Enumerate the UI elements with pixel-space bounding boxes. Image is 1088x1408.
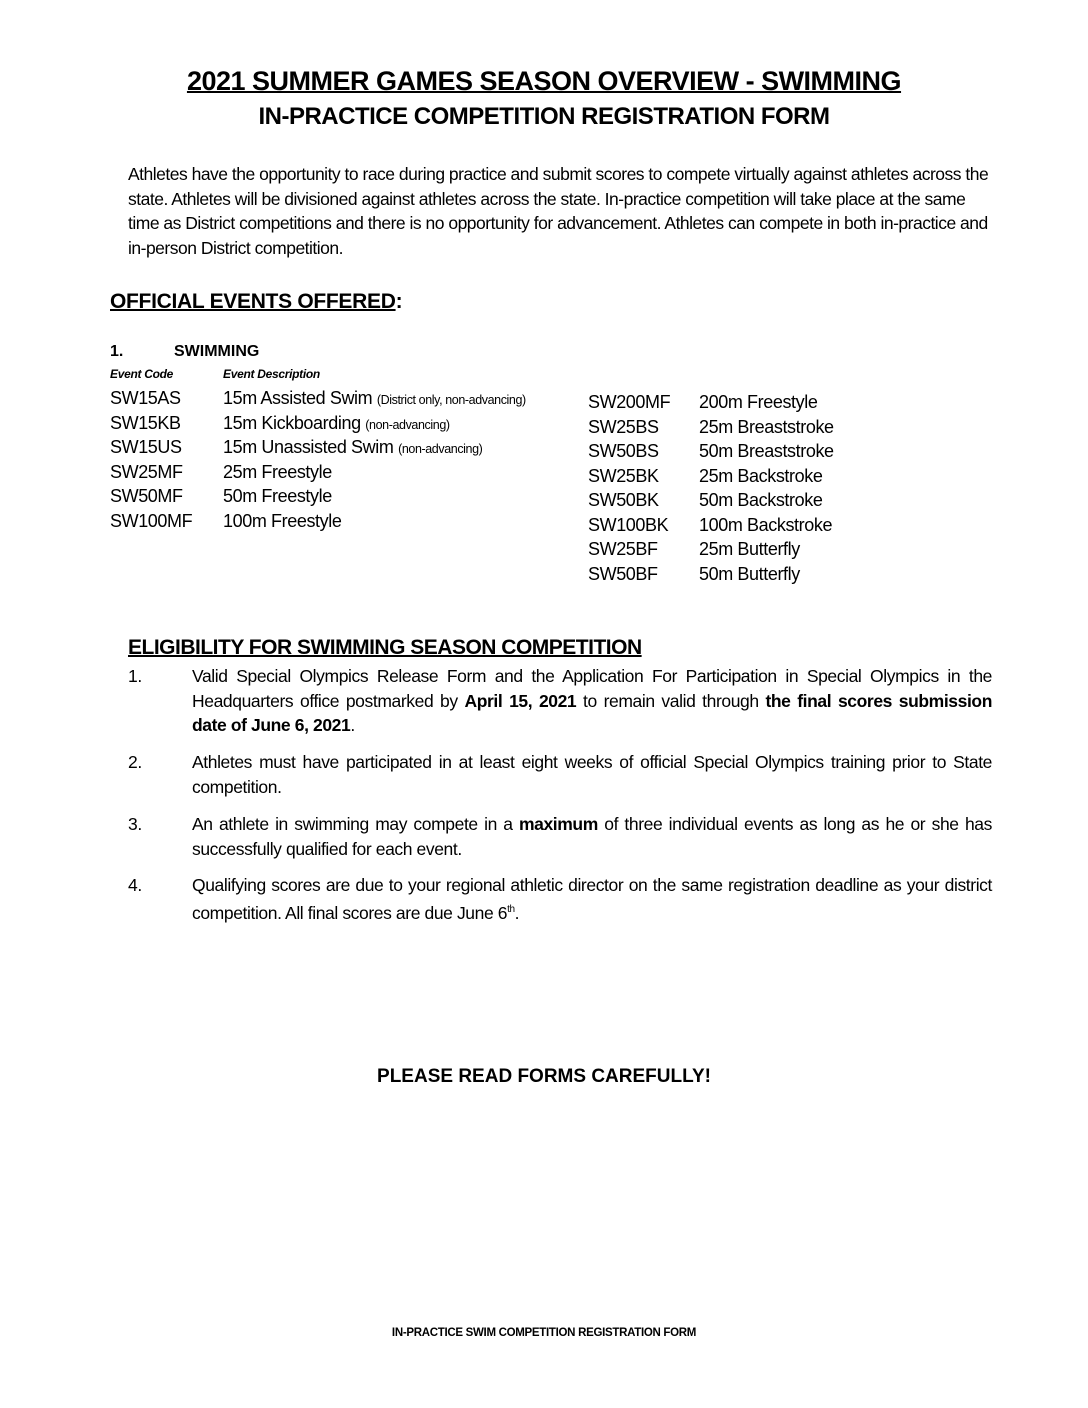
event-code: SW15AS [110,388,181,408]
item-text-part: . [350,715,355,735]
eligibility-heading-text: ELIGIBILITY FOR SWIMMING SEASON COMPETITION [128,636,642,659]
event-row [588,439,834,464]
event-row [588,562,834,587]
item-text-bold: maximum [518,814,598,834]
event-code: SW25BK [588,465,659,486]
item-text [192,873,992,925]
event-code: SW50BF [588,563,658,584]
item-text-part: Qualifying scores are due to your regional athletic director on the same registration deadline as your district competition. All final scores are due June 6 [192,875,992,923]
item-number: 4. [128,875,142,895]
event-row [110,509,526,534]
eligibility-item [128,750,992,799]
event-code: SW25BS [588,416,659,437]
event-description: 200m Freestyle [699,392,818,412]
event-description: 25m Backstroke [699,465,823,486]
event-description: 15m Assisted Swim [223,388,373,408]
item-text [192,664,992,738]
event-row [588,415,834,440]
eligibility-item [128,812,992,861]
event-code: SW50BS [588,441,659,461]
item-text: Athletes must have participated in at least eight weeks of official Special Olympics training prior to State competition. [192,752,992,797]
event-description: 50m Backstroke [699,490,823,510]
event-row [110,411,526,436]
item-text [192,812,992,861]
item-text-part: An athlete in swimming may compete in a [192,814,519,834]
event-description: 100m Freestyle [223,510,342,531]
notice-text: PLEASE READ FORMS CAREFULLY! [377,1066,711,1087]
event-description: 15m Kickboarding [223,412,361,433]
event-row [588,390,834,415]
event-row [110,460,526,485]
event-description: 25m Butterfly [699,539,800,559]
event-note: (non-advancing) [365,417,450,432]
event-description: 50m Freestyle [223,486,332,506]
page-footer: IN-PRACTICE SWIM COMPETITION REGISTRATION FORM [391,1327,697,1339]
event-code: SW25MF [110,461,183,482]
event-code: SW25BF [588,539,658,559]
event-description: 100m Backstroke [699,514,833,535]
item-text-part: . [514,902,520,923]
item-number: 1. [128,666,142,686]
event-list-right [588,390,834,586]
event-code: SW100BK [588,514,669,535]
event-row [588,464,834,489]
event-code: SW50MF [110,486,183,506]
event-row [110,435,526,460]
event-row [588,513,834,538]
sport-name: SWIMMING [174,343,260,360]
sport-heading [110,343,259,361]
eligibility-item [128,664,992,738]
page-title [0,66,1088,97]
events-heading [110,290,402,314]
event-note: (non-advancing) [398,442,483,456]
item-number: 3. [128,814,142,834]
event-list-left [110,386,526,533]
eligibility-item [128,873,992,925]
item-text-part: Valid Special Olympics Release Form and the Application For Participation in Special Olympics in the Headquarters office postmarked by [192,666,992,711]
events-heading-text: OFFICIAL EVENTS OFFERED [110,290,396,313]
eligibility-heading [128,636,642,660]
item-text-bold: April 15, 2021 [464,690,577,711]
event-description: 25m Freestyle [223,461,332,482]
event-code: SW200MF [588,392,671,412]
event-code: SW100MF [110,510,193,531]
sport-number: 1. [110,343,124,360]
event-code: SW15KB [110,412,181,433]
page-subtitle: IN-PRACTICE COMPETITION REGISTRATION FORM [258,103,830,130]
event-row [110,484,526,509]
item-text-bold: the final scores submission date of June 6, 2021 [192,690,992,735]
event-note: (District only, non-advancing) [376,393,526,407]
event-row [588,537,834,562]
event-description: 15m Unassisted Swim [223,437,394,457]
item-text-part: of three individual events as long as he or she has successfully qualified for each event. [192,814,992,859]
event-description: 50m Breaststroke [699,441,834,461]
event-code: SW15US [110,437,182,457]
event-description: 25m Breaststroke [699,416,834,437]
event-row [110,386,526,411]
page-title-text: 2021 SUMMER GAMES SEASON OVERVIEW - SWIMMING [186,66,902,96]
event-description: 50m Butterfly [699,563,800,584]
item-text-superscript: th [507,903,515,915]
event-code: SW50BK [588,490,659,510]
item-number: 2. [128,752,142,772]
column-header-description: Event Description [223,367,320,381]
item-text-part: to remain valid through [576,690,766,711]
column-header-code: Event Code [110,367,174,381]
intro-paragraph: Athletes have the opportunity to race during practice and submit scores to compete virtually against athletes across the state. Athletes will be divisioned against athletes across the state. In-practice competition will take place at the same time as District competitions and there is no opportunity for advancement. Athletes can compete in both in-practice and in-person District competition. [128,164,989,258]
event-row [588,488,834,513]
events-heading-colon: : [395,290,403,313]
